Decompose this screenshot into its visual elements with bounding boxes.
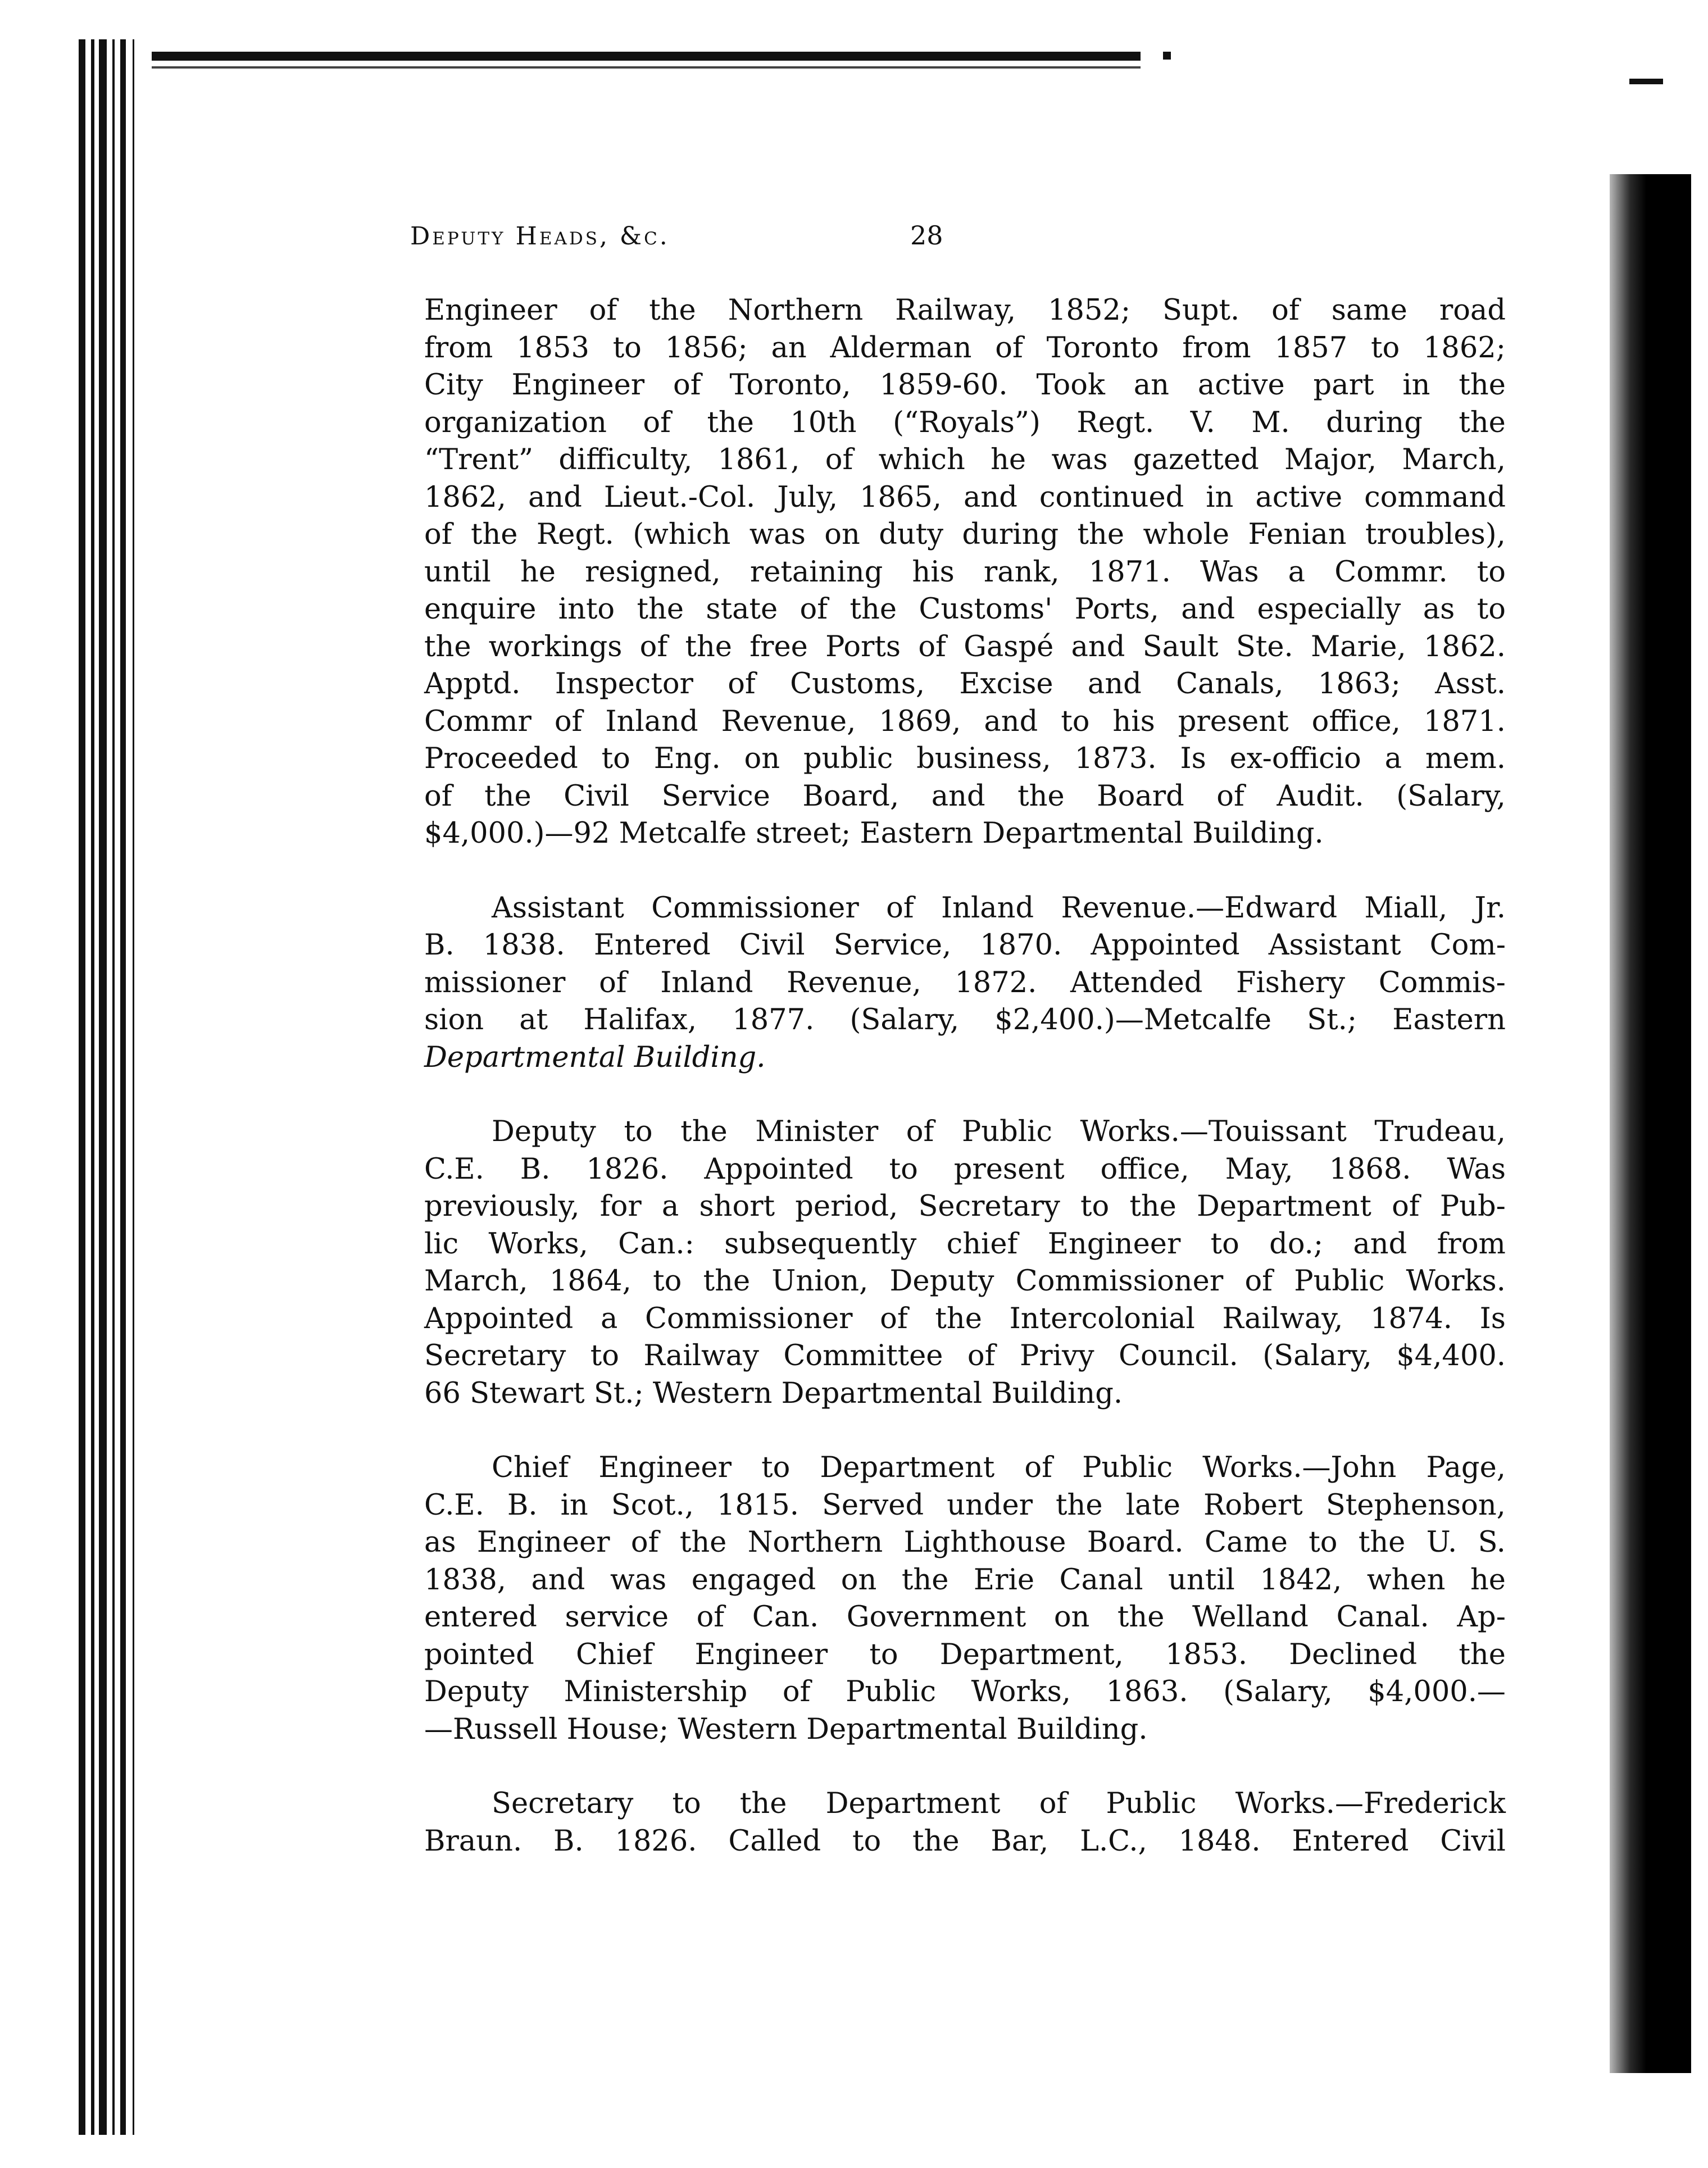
text-line: “Trent” difficulty, 1861, of which he was gazetted Major, March, [424, 443, 1506, 476]
top-edge-mark [1163, 52, 1171, 60]
text-line: of the Regt. (which was on duty during the whole Fenian troubles), [424, 518, 1506, 551]
text-line: as Engineer of the Northern Lighthouse Board. Came to the U. S. [424, 1526, 1506, 1559]
top-edge-rule-thin [152, 66, 1141, 69]
text-line: —Russell House; Western Departmental Building. [424, 1712, 1148, 1746]
running-head: Deputy Heads, &c. [410, 222, 670, 251]
text-line: Apptd. Inspector of Customs, Excise and Canals, 1863; Asst. [424, 667, 1506, 701]
text-line: Engineer of the Northern Railway, 1852; Supt. of same road [424, 294, 1506, 327]
right-page-edge [1610, 174, 1691, 2073]
entry-heading-line: Chief Engineer to Department of Public Works.—John Page, [492, 1451, 1506, 1484]
text-line: from 1853 to 1856; an Alderman of Toronto from 1857 to 1862; [424, 331, 1506, 365]
entry-secretary-public-works [424, 1785, 1506, 1860]
entry-heading-line: Secretary to the Department of Public Works.—Frederick [492, 1787, 1506, 1820]
paragraph-continuation [424, 292, 1506, 853]
text-line: entered service of Can. Government on the Welland Canal. Ap- [424, 1601, 1506, 1634]
text-line: City Engineer of Toronto, 1859-60. Took an active part in the [424, 369, 1506, 402]
text-line: March, 1864, to the Union, Deputy Commissioner of Public Works. [424, 1265, 1506, 1298]
text-line: the workings of the free Ports of Gaspé and Sault Ste. Marie, 1862. [424, 630, 1506, 663]
text-line: previously, for a short period, Secretary to the Department of Pub- [424, 1190, 1506, 1223]
entry-assistant-commissioner [424, 890, 1506, 1077]
text-line: 66 Stewart St.; Western Departmental Building. [424, 1376, 1123, 1410]
right-edge-mark [1629, 79, 1663, 84]
text-line: enquire into the state of the Customs' Ports, and especially as to [424, 593, 1506, 626]
page-number: 28 [910, 220, 943, 251]
entry-heading-line: Deputy to the Minister of Public Works.—Touissant Trudeau, [492, 1115, 1506, 1148]
text-line: B. 1838. Entered Civil Service, 1870. Appointed Assistant Com- [424, 929, 1506, 962]
text-line: Appointed a Commissioner of the Intercolonial Railway, 1874. Is [424, 1302, 1506, 1335]
top-edge-rule [152, 52, 1141, 61]
text-line: lic Works, Can.: subsequently chief Engineer to do.; and from [424, 1227, 1506, 1261]
text-line: 1838, and was engaged on the Erie Canal until 1842, when he [424, 1563, 1506, 1597]
text-line: of the Civil Service Board, and the Board of Audit. (Salary, [424, 779, 1506, 813]
text-line: pointed Chief Engineer to Department, 1853. Declined the [424, 1638, 1506, 1671]
text-line: Departmental Building. [424, 1040, 766, 1074]
text-line: C.E. B. 1826. Appointed to present office, May, 1868. Was [424, 1152, 1506, 1186]
entry-heading-line: Assistant Commissioner of Inland Revenue.—Edward Miall, Jr. [492, 891, 1506, 925]
text-line: Secretary to Railway Committee of Privy Council. (Salary, $4,400. [424, 1339, 1506, 1372]
text-line: C.E. B. in Scot., 1815. Served under the late Robert Stephenson, [424, 1488, 1506, 1522]
text-line: until he resigned, retaining his rank, 1871. Was a Commr. to [424, 555, 1506, 589]
text-line: 1862, and Lieut.-Col. July, 1865, and continued in active command [424, 480, 1506, 514]
text-line: missioner of Inland Revenue, 1872. Attended Fishery Commis- [424, 966, 1506, 999]
text-line: Commr of Inland Revenue, 1869, and to his present office, 1871. [424, 705, 1506, 738]
text-line: $4,000.)—92 Metcalfe street; Eastern Departmental Building. [424, 817, 1324, 850]
text-line: Deputy Ministership of Public Works, 1863. (Salary, $4,000.— [424, 1675, 1506, 1708]
text-line: organization of the 10th (“Royals”) Regt. V. M. during the [424, 406, 1506, 439]
body-text [424, 292, 1506, 1860]
text-line: Braun. B. 1826. Called to the Bar, L.C., 1848. Entered Civil [424, 1824, 1506, 1858]
text-line: sion at Halifax, 1877. (Salary, $2,400.)—Metcalfe St.; Eastern [424, 1003, 1506, 1037]
entry-deputy-minister-public-works [424, 1113, 1506, 1412]
left-binding-edge [79, 39, 163, 2135]
entry-chief-engineer [424, 1449, 1506, 1748]
text-line: Proceeded to Eng. on public business, 1873. Is ex-officio a mem. [424, 742, 1506, 775]
